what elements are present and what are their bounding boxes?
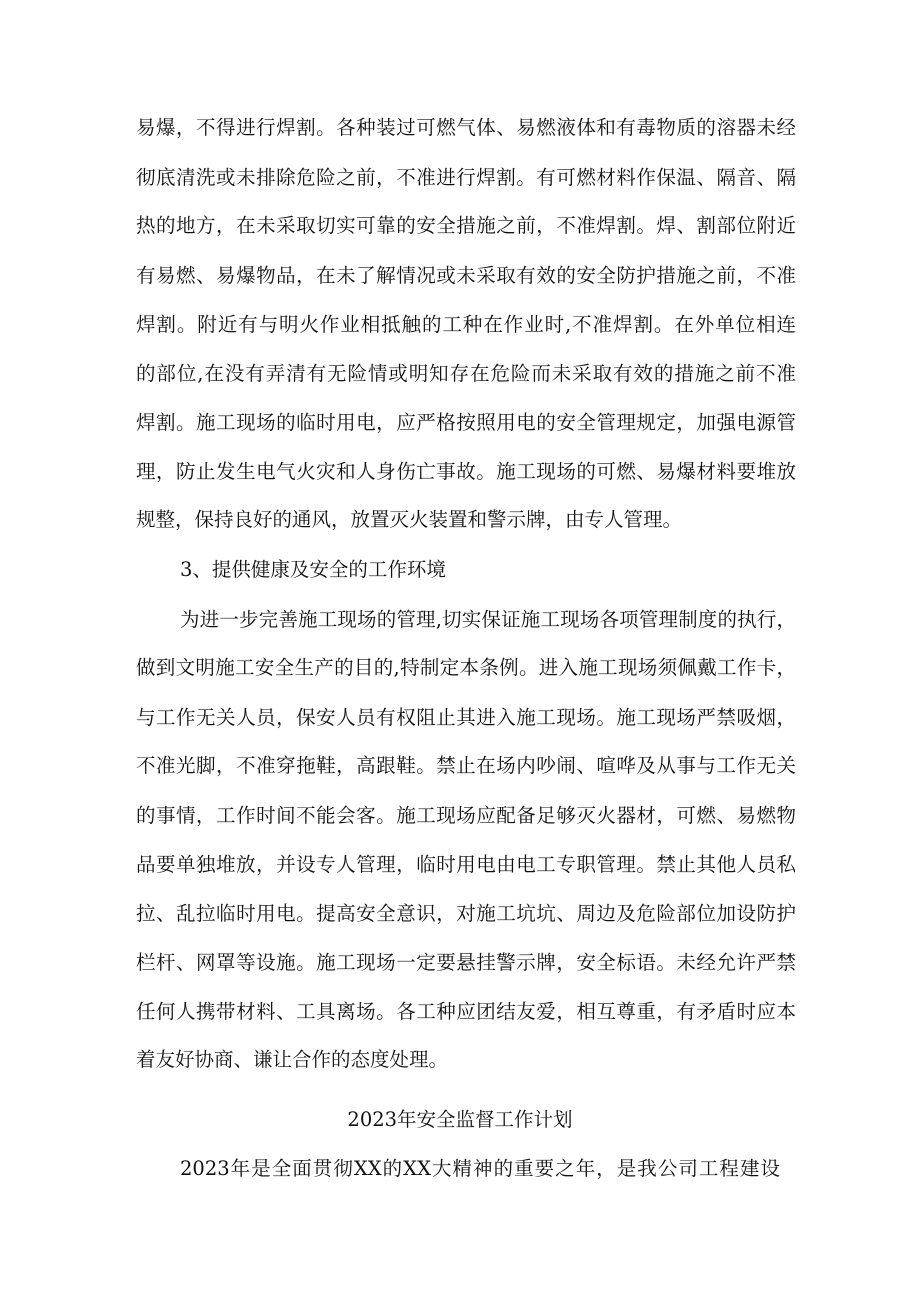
body-text-line: 焊割。施工现场的临时用电，应严格按照用电的安全管理规定，加强电源管 xyxy=(136,411,796,434)
body-text-line: 彻底清洗或未排除危险之前，不准进行焊割。有可燃材料作保温、隔音、隔 xyxy=(136,166,796,189)
body-text-line: 做到文明施工安全生产的目的,特制定本条例。进入施工现场须佩戴工作卡， xyxy=(136,656,796,679)
body-text-line: 着友好协商、谦让合作的态度处理。 xyxy=(136,1048,449,1071)
body-text-line: 理，防止发生电气火灾和人身伤亡事故。施工现场的可燃、易爆材料要堆放 xyxy=(136,460,796,483)
body-text-line: 栏杆、网罩等设施。施工现场一定要悬挂警示牌，安全标语。未经允许严禁 xyxy=(136,951,796,974)
body-text-line: 为进一步完善施工现场的管理,切实保证施工现场各项管理制度的执行， xyxy=(180,608,796,631)
body-text-line: 拉、乱拉临时用电。提高安全意识，对施工坑坑、周边及危险部位加设防护 xyxy=(136,902,796,925)
body-text-line: 品要单独堆放，并设专人管理，临时用电由电工专职管理。禁止其他人员私 xyxy=(136,853,796,876)
body-text-line: 任何人携带材料、工具离场。各工种应团结友爱，相互尊重，有矛盾时应本 xyxy=(136,1000,796,1023)
section-heading: 3、提供健康及安全的工作环境 xyxy=(180,558,446,581)
body-text-line: 2023年是全面贯彻XX的XX大精神的重要之年，是我公司工程建设 xyxy=(180,1157,780,1180)
body-text-line: 规整，保持良好的通风，放置灭火装置和警示牌，由专人管理。 xyxy=(136,508,683,531)
body-text-line: 不准光脚，不准穿拖鞋，高跟鞋。禁止在场内吵闹、喧哗及从事与工作无关 xyxy=(136,754,796,777)
body-text-line: 的部位,在没有弄清有无险情或明知存在危险而未采取有效的措施之前不准 xyxy=(136,362,796,385)
body-text-line: 有易燃、易爆物品，在未了解情况或未采取有效的安全防护措施之前，不准 xyxy=(136,264,796,287)
body-text-line: 与工作无关人员，保安人员有权阻止其进入施工现场。施工现场严禁吸烟， xyxy=(136,706,796,729)
body-text-line: 热的地方，在未采取切实可靠的安全措施之前，不准焊割。焊、割部位附近 xyxy=(136,214,796,237)
document-title: 2023年安全监督工作计划 xyxy=(347,1108,573,1131)
body-text-line: 焊割。附近有与明火作业相抵触的工种在作业时,不准焊割。在外单位相连 xyxy=(136,313,796,336)
body-text-line: 的事情，工作时间不能会客。施工现场应配备足够灭火器材，可燃、易燃物 xyxy=(136,804,796,827)
body-text-line: 易爆，不得进行焊割。各种装过可燃气体、易燃液体和有毒物质的溶器未经 xyxy=(136,116,796,139)
